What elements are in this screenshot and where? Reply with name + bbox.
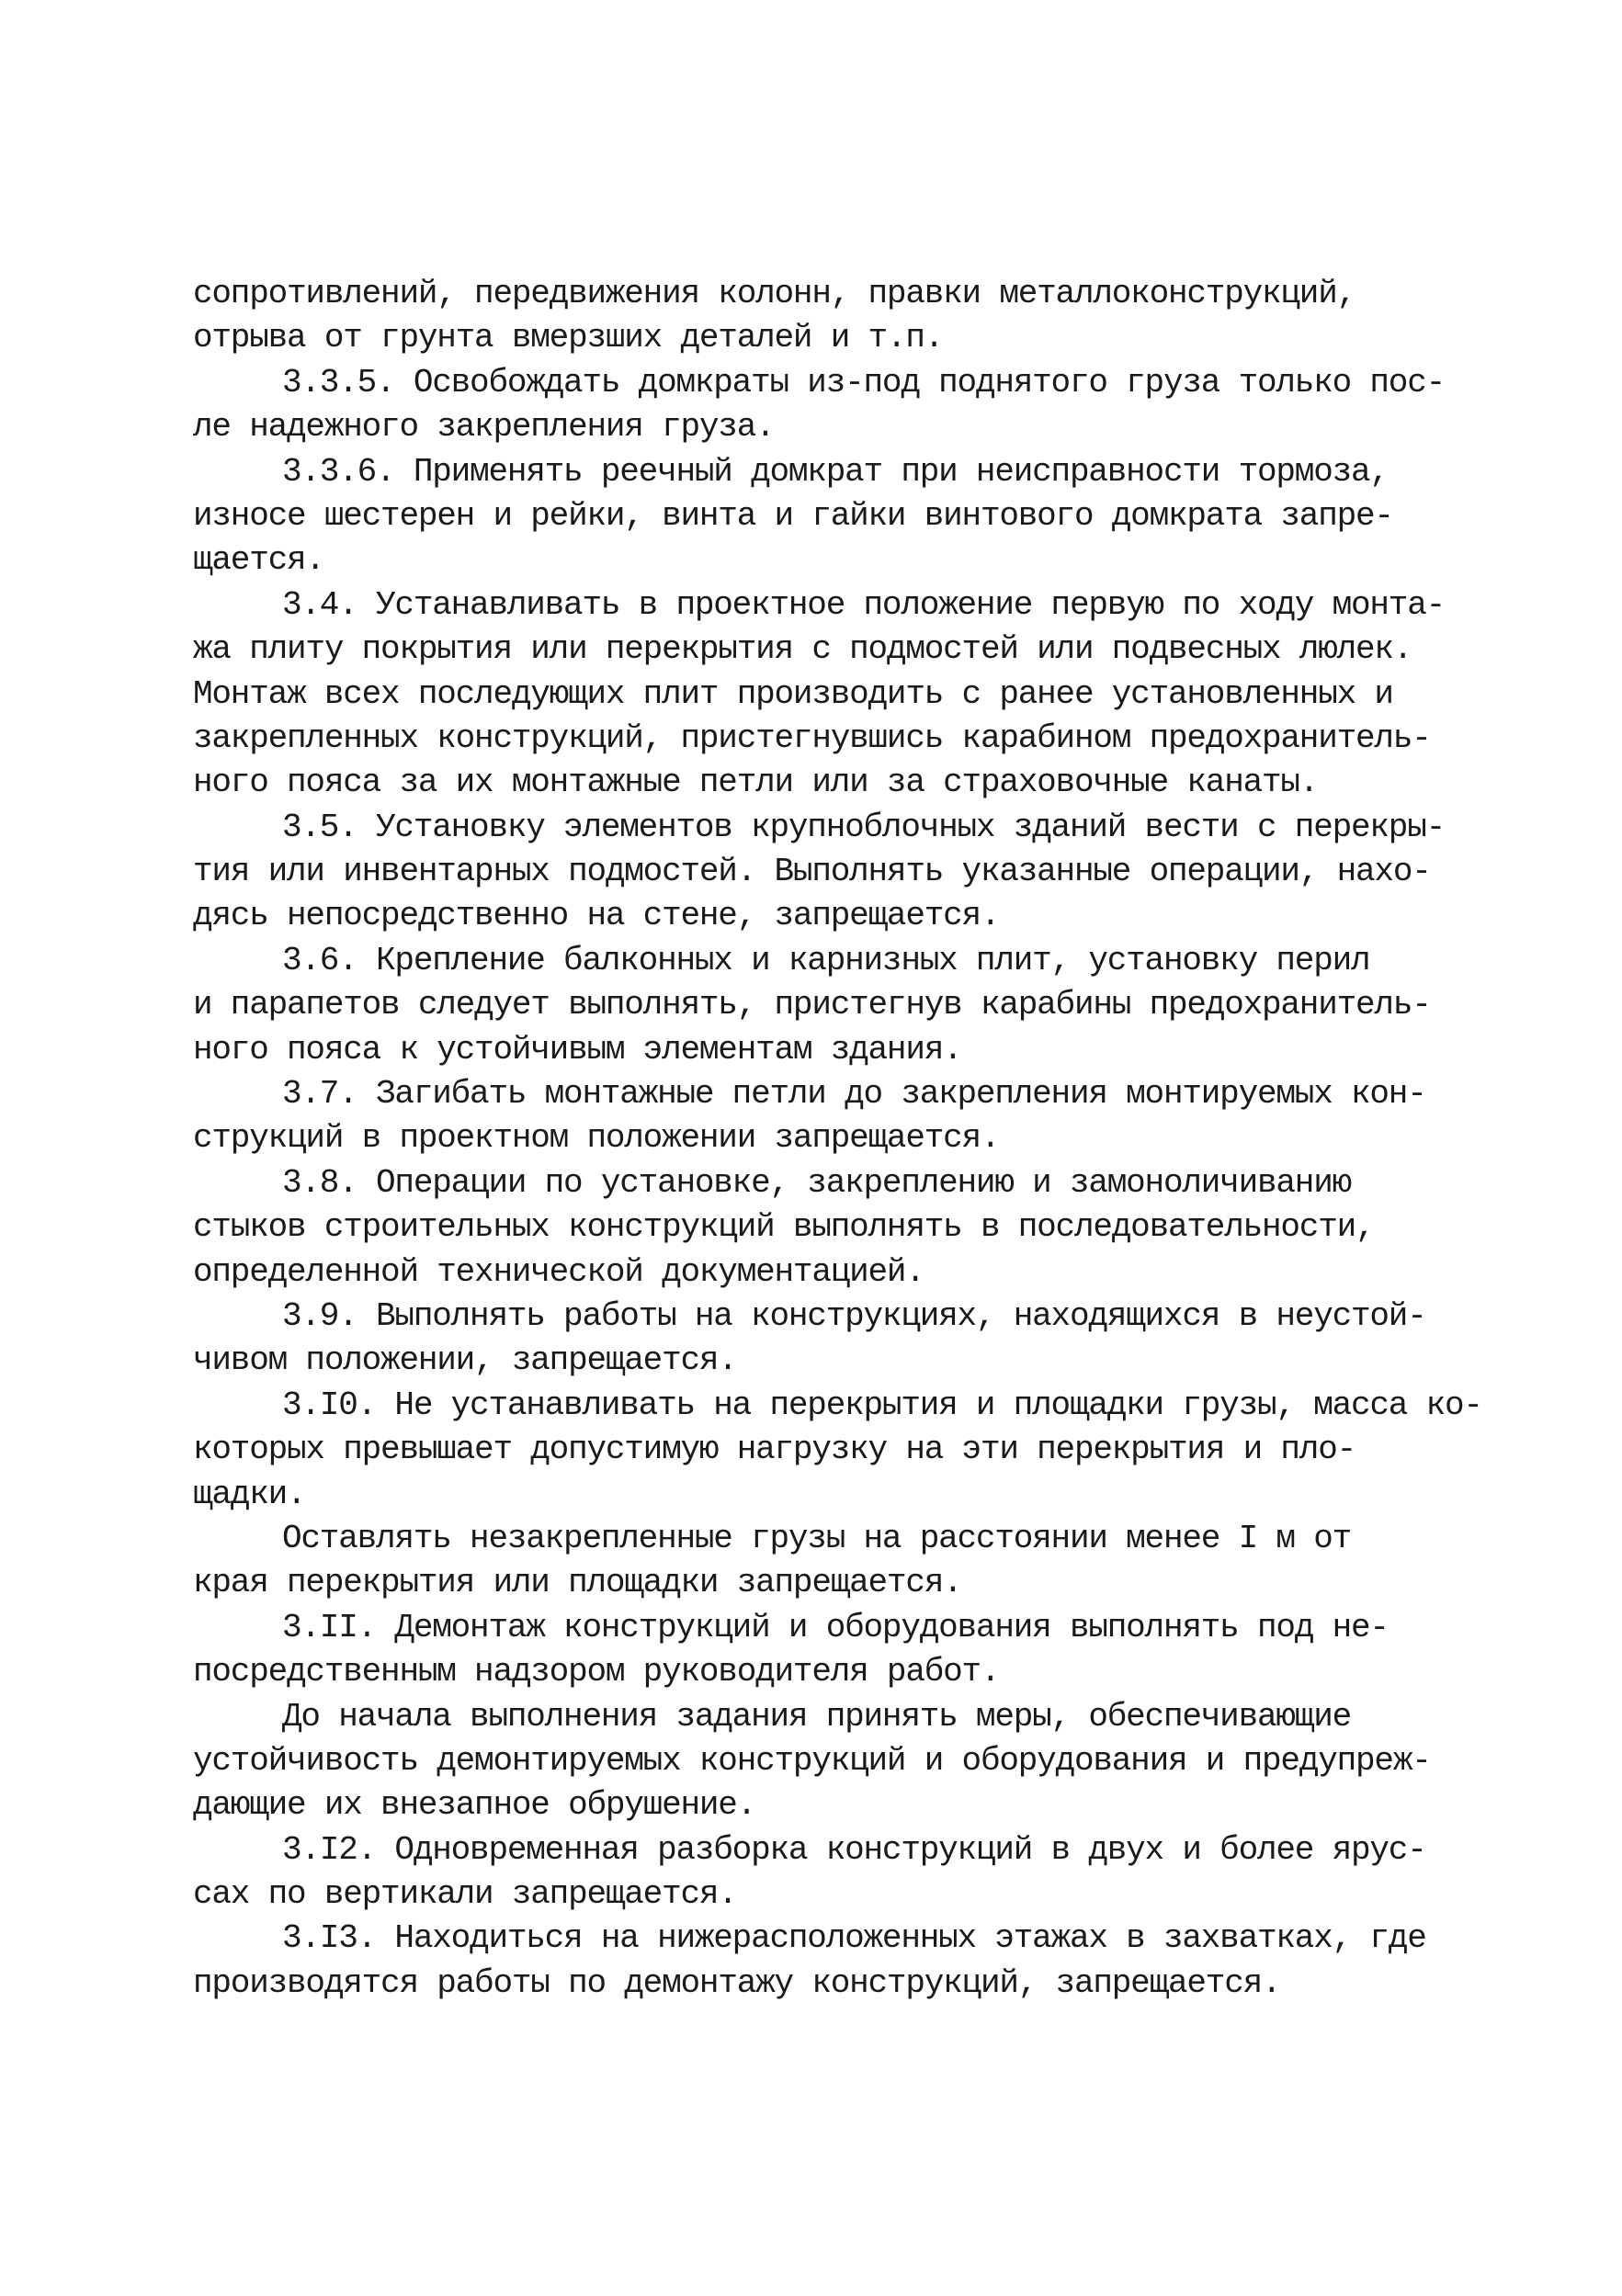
document-line: 3.I3. Находиться на нижерасположенных этажах в захватках, где	[282, 1919, 1426, 1958]
document-line: тия или инвентарных подмостей. Выполнять указанные операции, нахо-	[193, 853, 1431, 891]
document-line: сопротивлений, передвижения колонн, правки металлоконструкций,	[193, 275, 1356, 312]
document-line: струкций в проектном положении запрещается.	[193, 1119, 1000, 1158]
document-line: посредственным надзором руководителя работ.	[193, 1653, 1000, 1691]
document-line: 3.7. Загибать монтажные петли до закрепления монтируемых кон-	[282, 1075, 1426, 1114]
document-line: 3.5. Установку элементов крупноблочных зданий вести с перекры-	[282, 808, 1446, 846]
document-line: щадки.	[193, 1475, 306, 1513]
document-line: 3.I2. Одновременная разборка конструкций в двух и более ярус-	[282, 1830, 1426, 1869]
document-line: закрепленных конструкций, пристегнувшись карабином предохранитель-	[193, 718, 1431, 757]
document-line: края перекрытия или площадки запрещается.	[193, 1564, 962, 1602]
document-line: сах по вертикали запрещается.	[193, 1875, 737, 1914]
document-line: Монтаж всех последующих плит производить с ранее установленных и	[193, 674, 1393, 713]
document-line: 3.9. Выполнять работы на конструкциях, находящихся в неустой-	[282, 1296, 1426, 1335]
document-line: 3.3.6. Применять реечный домкрат при неисправности тормоза,	[282, 452, 1389, 491]
document-line: щается.	[193, 541, 324, 580]
document-line: производятся работы по демонтажу конструкций, запрещается.	[193, 1963, 1281, 2002]
document-line: ного пояса за их монтажные петли или за страховочные канаты.	[193, 763, 1319, 802]
document-line: 3.4. Устанавливать в проектное положение первую по ходу монта-	[282, 585, 1446, 624]
document-line: До начала выполнения задания принять меры, обеспечивающие	[282, 1697, 1352, 1736]
document-line: устойчивость демонтируемых конструкций и оборудования и предупреж-	[193, 1741, 1431, 1780]
document-line: ле надежного закрепления груза.	[193, 408, 775, 447]
document-line: износе шестерен и рейки, винта и гайки винтового домкрата запре-	[193, 496, 1393, 535]
document-line: которых превышает допустимую нагрузку на эти перекрытия и пло-	[193, 1431, 1356, 1469]
document-line: стыков строительных конструкций выполнять в последовательности,	[193, 1208, 1375, 1247]
document-line: отрыва от грунта вмерзших деталей и т.п.	[193, 319, 944, 357]
document-line: 3.I0. Не устанавливать на перекрытия и площадки грузы, масса ко-	[282, 1386, 1482, 1424]
document-line: ного пояса к устойчивым элементам здания.	[193, 1030, 962, 1069]
document-line: 3.II. Демонтаж конструкций и оборудования выполнять под не-	[282, 1608, 1389, 1646]
document-line: 3.3.5. Освобождать домкраты из-под поднятого груза только пос-	[282, 363, 1446, 402]
document-line: дясь непосредственно на стене, запрещается.	[193, 897, 1000, 935]
document-line: 3.6. Крепление балконных и карнизных плит, установку перил	[282, 941, 1370, 979]
document-line: дающие их внезапное обрушение.	[193, 1786, 756, 1825]
document-line: чивом положении, запрещается.	[193, 1341, 737, 1380]
document-line: 3.8. Операции по установке, закреплению и замоноличиванию	[282, 1163, 1352, 1202]
document-line: жа плиту покрытия или перекрытия с подмостей или подвесных люлек.	[193, 630, 1412, 669]
document-line: определенной технической документацией.	[193, 1252, 924, 1291]
document-line: Оставлять незакрепленные грузы на расстоянии менее I м от	[282, 1519, 1352, 1557]
document-line: и парапетов следует выполнять, пристегнув карабины предохранитель-	[193, 986, 1431, 1024]
document-body	[193, 272, 1482, 2006]
